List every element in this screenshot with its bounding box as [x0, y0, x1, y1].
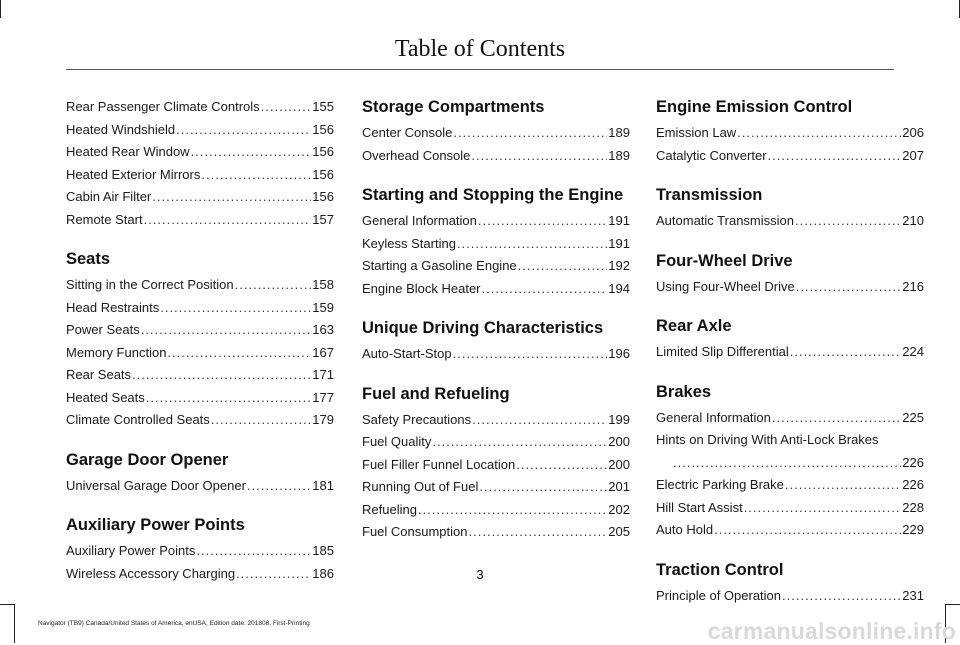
toc-entry[interactable] [656, 122, 924, 145]
toc-entry[interactable] [656, 341, 924, 364]
dot-leader [211, 409, 312, 432]
toc-entry-label: Principle of Operation [656, 587, 782, 603]
toc-entry[interactable] [66, 387, 334, 410]
dot-leader [167, 342, 311, 365]
toc-entry-label: Cabin Air Filter [66, 189, 152, 204]
dot-leader [196, 540, 311, 563]
toc-entry-page: 159 [312, 299, 334, 315]
dot-leader [132, 364, 311, 387]
toc-entry-label: Running Out of Fuel [362, 479, 479, 494]
toc-entry[interactable] [362, 431, 630, 454]
toc-entry-label: Heated Seats [66, 389, 145, 405]
toc-entry[interactable] [66, 475, 334, 498]
toc-entry[interactable] [66, 364, 334, 387]
toc-section [656, 559, 924, 608]
toc-entry[interactable] [66, 297, 334, 320]
dot-leader [152, 186, 311, 209]
toc-column-1 [66, 96, 334, 585]
section-heading: Brakes [656, 382, 712, 401]
toc-entry[interactable] [66, 342, 334, 365]
dot-leader [141, 319, 312, 342]
dot-leader [457, 233, 607, 256]
toc-entry-label: Emission Law [656, 125, 737, 140]
dot-leader [235, 274, 312, 297]
toc-entry-label: Hill Start Assist [656, 499, 743, 515]
toc-entry-label: Heated Windshield [66, 121, 176, 137]
toc-entry-label: Power Seats [66, 322, 140, 337]
section-heading: Rear Axle [656, 317, 732, 335]
toc-entry-label: Auxiliary Power Points [66, 543, 196, 558]
toc-entry-label: Fuel Filler Funnel Location [362, 456, 516, 472]
toc-entry-label: Automatic Transmission [656, 213, 794, 228]
toc-entry-page: 194 [608, 280, 630, 296]
toc-entry[interactable] [362, 145, 630, 168]
dot-leader [785, 474, 901, 497]
dot-leader [471, 145, 607, 168]
dot-leader [453, 343, 608, 366]
dot-leader [479, 476, 607, 499]
edition-footer: Navigator (TB9) Canada/United States of America, enUSA, Edition date: 201808, First-Printing [38, 620, 310, 627]
toc-entry-label: Auto-Start-Stop [362, 346, 452, 361]
dot-leader [453, 122, 607, 145]
toc-entry-page: 155 [312, 99, 334, 114]
toc-entry[interactable] [66, 209, 334, 232]
toc-entry-page: 192 [608, 258, 630, 273]
toc-entry[interactable] [656, 474, 924, 497]
toc-entry[interactable] [66, 186, 334, 209]
toc-entry-page: 156 [312, 121, 334, 137]
toc-entry[interactable] [656, 519, 924, 542]
toc-column-3 [656, 96, 924, 607]
toc-entry[interactable] [362, 521, 630, 544]
dot-leader [482, 278, 608, 301]
toc-entry-label: Safety Precautions [362, 411, 472, 427]
crop-mark-bottom-left-v [14, 604, 15, 643]
toc-section [362, 184, 630, 300]
toc-entry[interactable] [66, 319, 334, 342]
dot-leader [146, 387, 312, 410]
toc-entry[interactable] [656, 407, 924, 430]
toc-entry-label: Center Console [362, 125, 453, 140]
toc-entry[interactable] [656, 145, 924, 168]
toc-section [656, 96, 924, 167]
section-heading: Transmission [656, 186, 763, 204]
title-rule [66, 69, 894, 70]
toc-entry[interactable] [362, 233, 630, 256]
toc-entry[interactable] [362, 454, 630, 477]
toc-entry-page: 158 [312, 277, 334, 292]
toc-entry-page: 163 [312, 322, 334, 337]
page-title: Table of Contents [394, 36, 566, 62]
toc-entry[interactable] [656, 585, 924, 608]
dot-leader [516, 454, 607, 477]
dot-leader [261, 96, 312, 119]
toc-entry-page: 191 [608, 213, 630, 228]
toc-entry-label: Sitting in the Correct Position [66, 277, 234, 292]
dot-leader [472, 409, 607, 432]
section-heading: Fuel and Refueling [362, 384, 510, 403]
toc-entry-page: 200 [608, 434, 630, 449]
toc-section [656, 250, 924, 299]
dot-leader [796, 276, 902, 299]
toc-entry-page: 167 [312, 344, 334, 360]
toc-section [656, 315, 924, 364]
toc-entry-page: 156 [312, 166, 334, 182]
watermark: carmanualsonline.info [707, 618, 956, 644]
toc-entry-page: 226 [902, 454, 924, 470]
toc-entry-page: 228 [902, 499, 924, 515]
toc-entry-label: General Information [656, 409, 771, 425]
toc-entry-page: 156 [312, 144, 334, 159]
dot-leader [795, 210, 901, 233]
toc-entry-page: 186 [312, 565, 334, 581]
section-heading: Four-Wheel Drive [656, 251, 793, 270]
toc-entry-page: 181 [312, 477, 334, 493]
toc-entry[interactable] [66, 164, 334, 187]
toc-entry-label: Engine Block Heater [362, 280, 481, 296]
toc-entry-label: Auto Hold [656, 522, 714, 537]
toc-entry-page: 185 [312, 543, 334, 558]
toc-entry-label: Wireless Accessory Charging [66, 565, 236, 581]
toc-entry-page: 200 [608, 456, 630, 472]
toc-entry-label: Head Restraints [66, 299, 160, 315]
toc-section [656, 381, 924, 542]
dot-leader [144, 209, 312, 232]
toc-entry-page: 199 [608, 411, 630, 427]
toc-entry-label: Rear Passenger Climate Controls [66, 99, 260, 114]
toc-entry[interactable] [66, 96, 334, 119]
toc-entry-label: Heated Exterior Mirrors [66, 166, 201, 182]
toc-entry-label: Keyless Starting [362, 235, 456, 251]
toc-entry-page: 229 [902, 522, 924, 537]
section-heading: Engine Emission Control [656, 98, 853, 116]
toc-entry[interactable] [656, 497, 924, 520]
dot-leader [478, 210, 607, 233]
toc-entry[interactable] [66, 141, 334, 164]
dot-leader [518, 255, 608, 278]
toc-entry[interactable] [362, 122, 630, 145]
dot-leader [772, 407, 901, 430]
toc-entry-page: 156 [312, 189, 334, 204]
dot-leader [247, 475, 311, 498]
toc-entry-page: 179 [312, 412, 334, 427]
dot-leader [768, 145, 902, 168]
toc-entry-label: Using Four-Wheel Drive [656, 278, 795, 294]
toc-section [362, 96, 630, 167]
dot-leader [744, 497, 902, 520]
toc-section [66, 248, 334, 432]
toc-entry-page: 171 [312, 367, 334, 382]
toc-entry-label: Climate Controlled Seats [66, 412, 210, 427]
toc-entry-page: 224 [902, 344, 924, 359]
dot-leader [790, 341, 902, 364]
toc-section [656, 184, 924, 233]
toc-entry-page: 205 [608, 524, 630, 539]
toc-entry-label: Remote Start [66, 211, 143, 227]
dot-leader [469, 521, 608, 544]
toc-entry-page: 157 [312, 211, 334, 227]
toc-entry-page: 210 [902, 213, 924, 228]
toc-entry-label: Memory Function [66, 344, 167, 360]
toc-entry[interactable] [362, 499, 630, 522]
toc-entry-page: 206 [902, 125, 924, 140]
toc-entry-label: Refueling [362, 501, 417, 517]
toc-entry-page: 189 [608, 125, 630, 140]
dot-leader [782, 585, 901, 608]
toc-section [66, 449, 334, 498]
toc-entry-page: 207 [902, 147, 924, 163]
toc-entry-page: 216 [902, 278, 924, 294]
crop-mark-bottom-left-h [0, 604, 14, 605]
dot-leader [737, 122, 901, 145]
toc-entry[interactable] [362, 210, 630, 233]
toc-entry-page: 202 [608, 501, 630, 517]
toc-entry[interactable] [66, 274, 334, 297]
dot-leader [714, 519, 901, 542]
toc-entry-page: 196 [608, 346, 630, 361]
crop-mark-bottom-right-h [946, 604, 960, 605]
dot-leader [432, 431, 607, 454]
toc-entry-page: 191 [608, 235, 630, 251]
toc-entry-leader-line [656, 452, 924, 475]
toc-entry-page: 225 [902, 409, 924, 425]
toc-entry-page: 226 [902, 477, 924, 492]
dot-leader [160, 297, 311, 320]
toc-entry[interactable] [66, 540, 334, 563]
toc-entry-label: General Information [362, 213, 477, 228]
section-heading: Seats [66, 250, 111, 268]
toc-entry[interactable] [656, 210, 924, 233]
section-heading: Starting and Stopping the Engine [362, 186, 624, 204]
toc-entry-label: Electric Parking Brake [656, 477, 784, 492]
page-number: 3 [476, 567, 484, 582]
crop-mark-top-left-v [0, 0, 1, 18]
toc-entry[interactable] [362, 278, 630, 301]
toc-entry-label: Overhead Console [362, 147, 471, 163]
dot-leader [673, 452, 901, 475]
toc-entry[interactable] [362, 343, 630, 366]
toc-section [362, 383, 630, 544]
toc-entry-label: Limited Slip Differential [656, 344, 789, 359]
toc-entry-label: Starting a Gasoline Engine [362, 258, 517, 273]
toc-entry-page: 177 [312, 389, 334, 405]
toc-entry-page: 201 [608, 479, 630, 494]
section-heading: Unique Driving Characteristics [362, 319, 604, 337]
toc-entry-label: Rear Seats [66, 367, 132, 382]
toc-entry[interactable] [66, 119, 334, 142]
toc-entry-page: 189 [608, 147, 630, 163]
toc-entry-label: Catalytic Converter [656, 147, 767, 163]
dot-leader [201, 164, 311, 187]
section-heading: Storage Compartments [362, 98, 545, 116]
toc-section [66, 96, 334, 231]
toc-entry[interactable] [656, 429, 924, 474]
toc-entry-label: Fuel Consumption [362, 524, 468, 539]
dot-leader [176, 119, 311, 142]
toc-entry[interactable] [656, 276, 924, 299]
section-heading: Traction Control [656, 560, 784, 579]
toc-section [362, 317, 630, 366]
toc-entry[interactable] [362, 255, 630, 278]
toc-entry-label: Hints on Driving With Anti-Lock Brakes [656, 432, 879, 447]
dot-leader [191, 141, 312, 164]
toc-column-2 [362, 96, 630, 544]
dot-leader [418, 499, 607, 522]
section-heading: Auxiliary Power Points [66, 516, 245, 534]
section-heading: Garage Door Opener [66, 450, 229, 469]
toc-entry-label: Fuel Quality [362, 434, 432, 449]
toc-entry[interactable] [362, 409, 630, 432]
toc-entry-page: 231 [902, 587, 924, 603]
toc-entry[interactable] [66, 409, 334, 432]
toc-entry[interactable] [362, 476, 630, 499]
toc-entry-label: Heated Rear Window [66, 144, 190, 159]
toc-entry-label: Universal Garage Door Opener [66, 477, 246, 493]
